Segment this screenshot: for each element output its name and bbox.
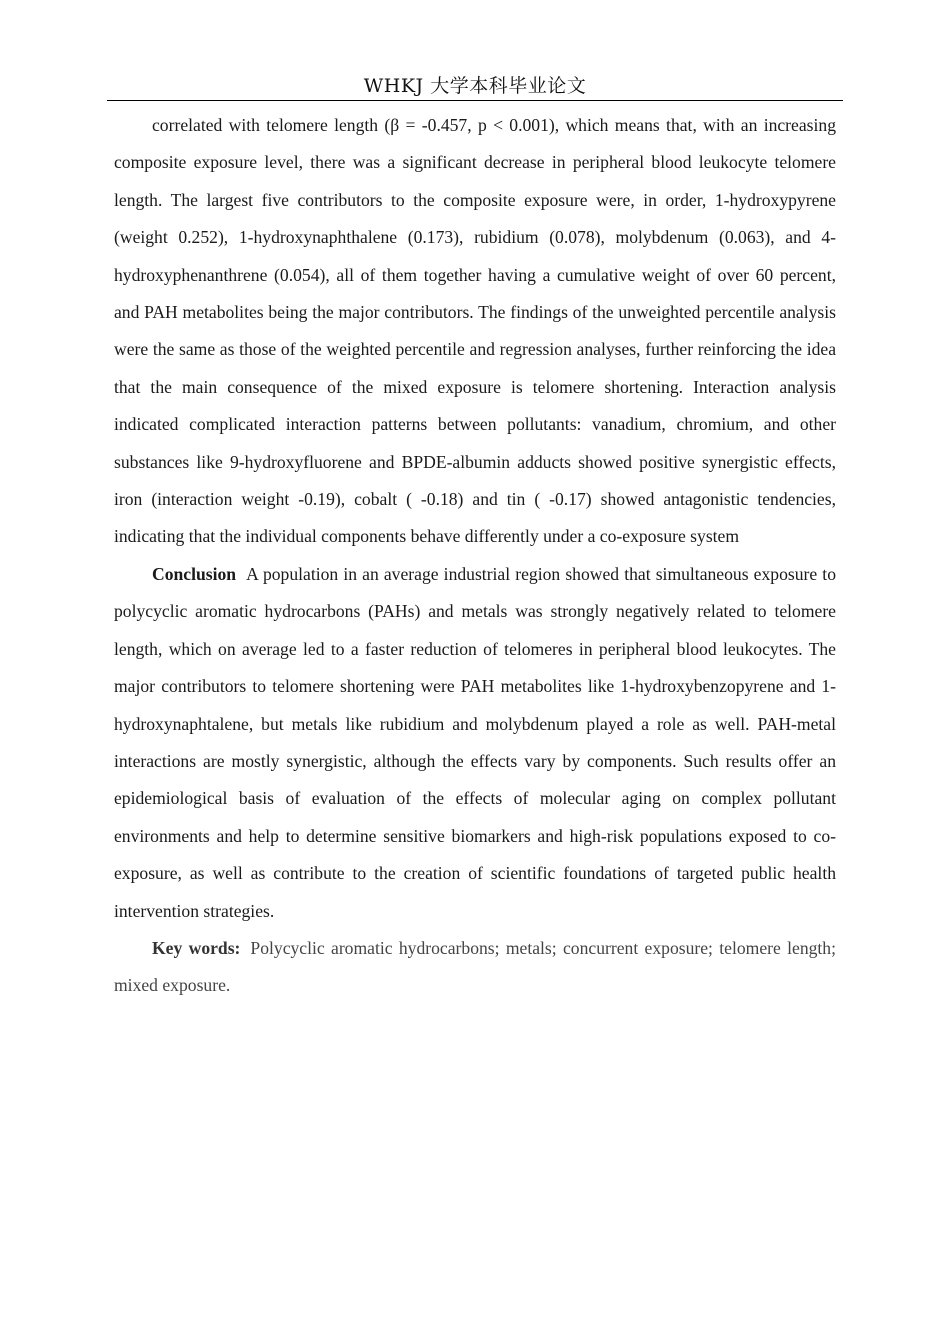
conclusion-text: A population in an average industrial region showed that simultaneous exposure to polycyclic aromatic hydrocarbons (PAHs) and metals was strongly negatively related to telomere length, which on average led to a faster reduction of telomeres in peripheral blood leukocytes. The major contributors to telomere shortening were PAH metabolites like 1-hydroxybenzopyrene and 1-hydroxynaphtalene, but metals like rubidium and molybdenum played a role as well. PAH-metal interactions are mostly synergistic, although the effects vary by components. Such results offer an epidemiological basis of evaluation of the effects of molecular aging on complex pollutant environments and help to determine sensitive biomarkers and high-risk populations exposed to co-exposure, as well as contribute to the creation of scientific foundations of targeted public health intervention strategies. [114, 563, 836, 921]
keywords-label: Key words: [152, 937, 241, 958]
keywords-text: Polycyclic aromatic hydrocarbons; metals; concurrent exposure; telomere length; mixed exposure. [114, 937, 836, 996]
results-paragraph: correlated with telomere length (β = -0.457, p < 0.001), which means that, with an increasing composite exposure level, there was a significant decrease in peripheral blood leukocyte telomere length. The largest five contributors to the composite exposure were, in order, 1-hydroxypyrene (weight 0.252), 1-hydroxynaphthalene (0.173), rubidium (0.078), molybdenum (0.063), and 4-hydroxyphenanthrene (0.054), all of them together having a cumulative weight of over 60 percent, and PAH metabolites being the major contributors. The findings of the unweighted percentile analysis were the same as those of the weighted percentile and regression analyses, further reinforcing the idea that the main consequence of the mixed exposure is telomere shortening. Interaction analysis indicated complicated interaction patterns between pollutants: vanadium, chromium, and other substances like 9-hydroxyfluorene and BPDE-albumin adducts showed positive synergistic effects, iron (interaction weight -0.19), cobalt ( -0.18) and tin ( -0.17) showed antagonistic tendencies, indicating that the individual components behave differently under a co-exposure system [114, 115, 836, 547]
page-header [107, 72, 843, 101]
abstract-body [114, 107, 836, 1005]
conclusion-paragraph [114, 556, 836, 930]
header-title: WHKJ 大学本科毕业论文 [363, 75, 587, 97]
keywords-paragraph [114, 930, 836, 1005]
conclusion-label: Conclusion [152, 563, 237, 584]
